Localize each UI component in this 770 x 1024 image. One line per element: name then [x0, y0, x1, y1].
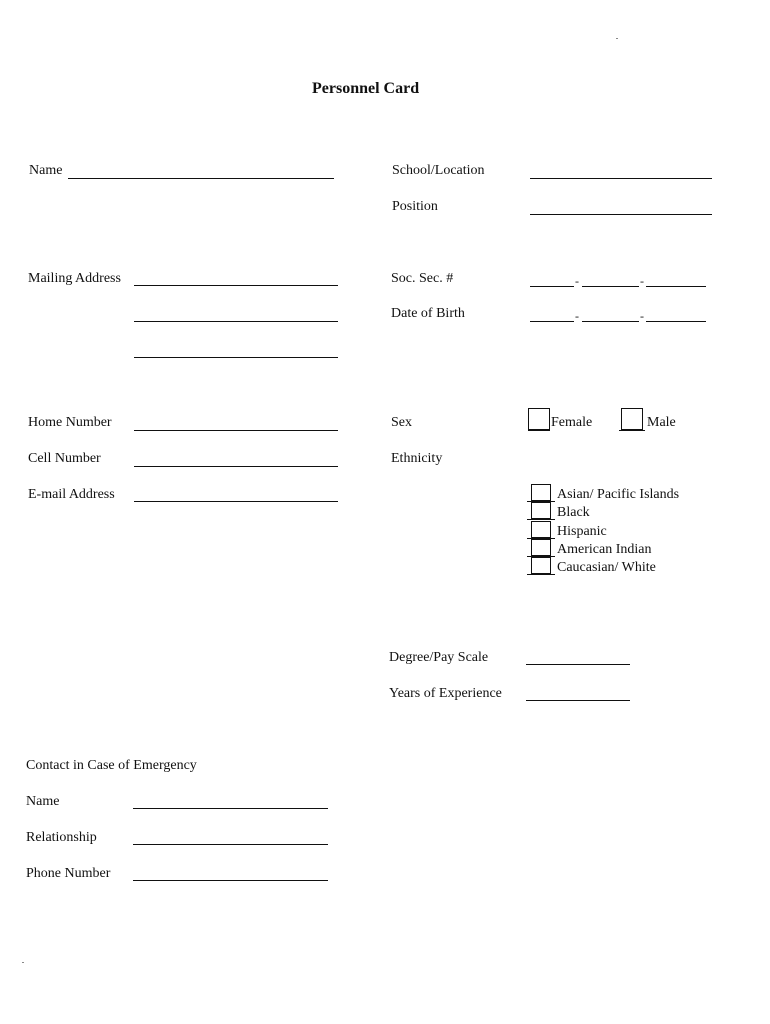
ethnicity-checkbox-hispanic[interactable]: [531, 521, 551, 538]
school-location-label: School/Location: [392, 163, 485, 178]
position-field[interactable]: [530, 214, 712, 215]
ethnicity-checkbox-caucasian[interactable]: [531, 557, 551, 574]
emergency-heading: Contact in Case of Emergency: [26, 758, 197, 773]
cell-number-label: Cell Number: [28, 451, 101, 466]
male-checkbox[interactable]: [621, 408, 643, 430]
name-field[interactable]: [68, 178, 334, 179]
years-experience-label: Years of Experience: [389, 686, 502, 701]
degree-pay-scale-label: Degree/Pay Scale: [389, 650, 489, 665]
ethnicity-option-asian: Asian/ Pacific Islands: [557, 487, 680, 502]
ethnicity-label: Ethnicity: [391, 451, 443, 466]
dob-part-2[interactable]: [582, 321, 639, 322]
emergency-relationship-label: Relationship: [26, 830, 97, 845]
school-location-field[interactable]: [530, 178, 712, 179]
name-label: Name: [29, 163, 63, 178]
ethnicity-option-caucasian: Caucasian/ White: [557, 560, 656, 575]
mailing-address-label: Mailing Address: [28, 271, 121, 286]
emergency-name-label: Name: [26, 794, 60, 809]
soc-sec-label: Soc. Sec. #: [391, 271, 454, 286]
ethnicity-underline-caucasian: [527, 574, 555, 575]
emergency-phone-field[interactable]: [133, 880, 328, 881]
date-of-birth-label: Date of Birth: [391, 306, 465, 321]
home-number-field[interactable]: [134, 430, 338, 431]
female-underline: [528, 430, 550, 431]
sex-label: Sex: [391, 415, 412, 430]
degree-pay-scale-field[interactable]: [526, 664, 630, 665]
ethnicity-checkbox-asian[interactable]: [531, 484, 551, 501]
mailing-address-field-1[interactable]: [134, 285, 338, 286]
ethnicity-checkbox-black[interactable]: [531, 502, 551, 519]
dob-part-1[interactable]: [530, 321, 574, 322]
female-option-label: Female: [551, 415, 593, 430]
soc-sec-dash-1: -: [575, 274, 579, 288]
mailing-address-field-2[interactable]: [134, 321, 338, 322]
ethnicity-option-black: Black: [557, 505, 590, 520]
email-address-label: E-mail Address: [28, 487, 115, 502]
ethnicity-option-hispanic: Hispanic: [557, 524, 607, 539]
scan-speck: [616, 38, 618, 39]
male-underline: [619, 430, 645, 431]
home-number-label: Home Number: [28, 415, 112, 430]
email-address-field[interactable]: [134, 501, 338, 502]
soc-sec-part-2[interactable]: [582, 286, 639, 287]
cell-number-field[interactable]: [134, 466, 338, 467]
scan-speck: [22, 962, 24, 963]
female-checkbox[interactable]: [528, 408, 550, 430]
emergency-relationship-field[interactable]: [133, 844, 328, 845]
dob-dash-1: -: [575, 309, 579, 323]
male-option-label: Male: [647, 415, 676, 430]
ethnicity-option-american-indian: American Indian: [557, 542, 652, 557]
form-title: Personnel Card: [312, 80, 420, 97]
ethnicity-checkbox-american-indian[interactable]: [531, 539, 551, 556]
mailing-address-field-3[interactable]: [134, 357, 338, 358]
dob-dash-2: -: [640, 309, 644, 323]
soc-sec-dash-2: -: [640, 274, 644, 288]
emergency-phone-label: Phone Number: [26, 866, 111, 881]
dob-part-3[interactable]: [646, 321, 706, 322]
soc-sec-part-1[interactable]: [530, 286, 574, 287]
soc-sec-part-3[interactable]: [646, 286, 706, 287]
emergency-name-field[interactable]: [133, 808, 328, 809]
ethnicity-underline-black: [527, 519, 555, 520]
years-experience-field[interactable]: [526, 700, 630, 701]
position-label: Position: [392, 199, 438, 214]
